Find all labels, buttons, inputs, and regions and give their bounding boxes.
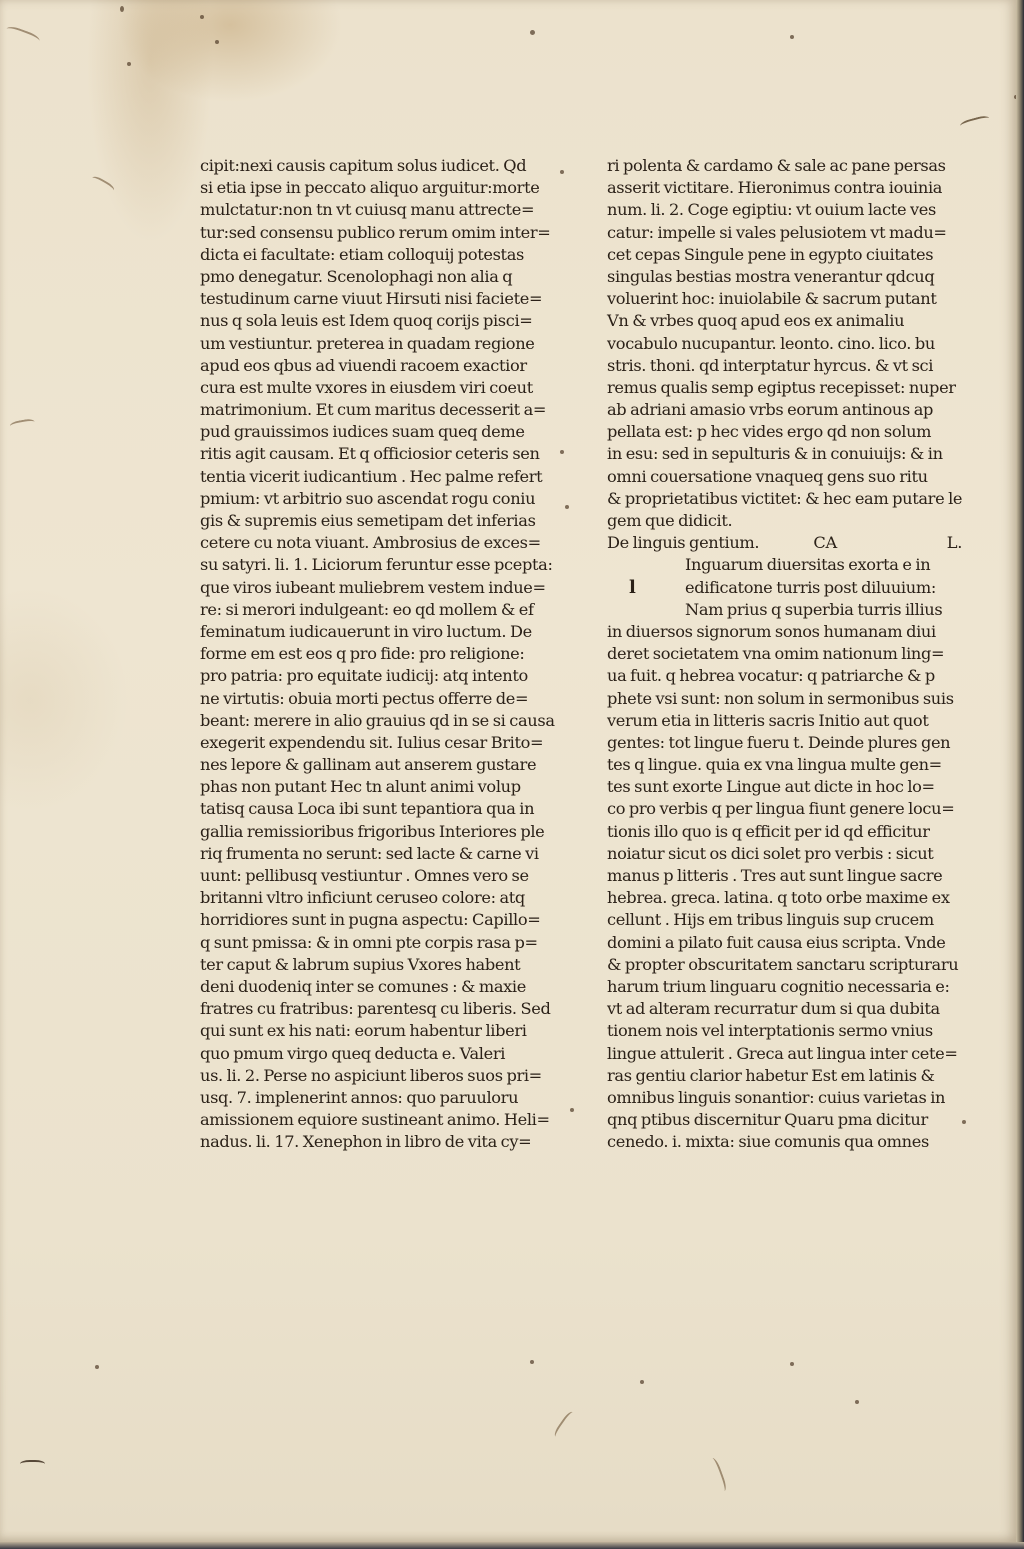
text-line: cetere cu nota viuant. Ambrosius de exces= (200, 533, 541, 553)
text-line: ua fuit. q hebrea vocatur: q patriarche & p (607, 666, 935, 686)
chapter-title: De linguis gentium. (607, 533, 760, 553)
text-line: co pro verbis q per lingua fiunt genere locu= (607, 799, 955, 819)
chapter-marker (813, 532, 962, 554)
text-line: apud eos qbus ad viuendi racoem exactior (200, 355, 527, 375)
text-line: cet cepas Singule pene in egypto ciuitates (607, 244, 934, 264)
text-line: stris. thoni. qd interptatur hyrcus. & vt sci (607, 355, 934, 375)
wormhole-mark (530, 1360, 534, 1364)
text-line: & propter obscuritatem sanctaru scripturaru (607, 954, 959, 974)
text-line: omnibus linguis sonantior: cuius varietas in (607, 1087, 946, 1107)
text-line: quo pmum virgo queq deducta e. Valeri (200, 1043, 506, 1063)
text-line: tes sunt exorte Lingue aut dicte in hoc lo= (607, 777, 935, 797)
text-line: cipit:nexi causis capitum solus iudicet. Qd (200, 156, 527, 175)
text-line: matrimonium. Et cum maritus decesserit a= (200, 400, 547, 420)
text-line: singulas bestias mostra venerantur qdcuq (607, 266, 935, 286)
text-line (607, 577, 962, 599)
right-text-column (607, 155, 962, 1153)
left-text-column (200, 155, 572, 1153)
text-line: feminatum iudicauerunt in viro luctum. De (200, 621, 532, 641)
text-line: pellata est: p hec vides ergo qd non solum (607, 422, 932, 442)
text-line: ter caput & labrum supius Vxores habent (200, 954, 521, 974)
text-line: su satyri. li. 1. Liciorum feruntur esse pcepta: (200, 555, 553, 575)
text-line: cura est multe vxores in eiusdem viri coeut (200, 377, 533, 397)
text-line: tes q lingue. quia ex vna lingua multe gen= (607, 755, 942, 775)
text-line: ras gentiu clarior habetur Est em latinis & (607, 1065, 935, 1085)
text-line: ritis agit causam. Et q officiosior ceteris sen (200, 444, 540, 464)
page-edge-right (1016, 0, 1024, 1549)
wormhole-mark (790, 35, 794, 39)
text-line: asserit victitare. Hieronimus contra iouinia (607, 178, 943, 198)
text-line: usq. 7. implenerint annos: quo paruuloru (200, 1087, 519, 1107)
text-line: harum trium linguaru cognitio necessaria e: (607, 976, 950, 996)
text-line: deret societatem vna omim nationum ling= (607, 644, 945, 664)
chapter-label: CA (813, 533, 837, 553)
text-line: vocabulo nucupantur. leonto. cino. lico. bu (607, 333, 935, 353)
text-line: lingue attulerit . Greca aut lingua inter cete= (607, 1043, 958, 1063)
text-line: catur: impelle si vales pelusiotem vt madu= (607, 222, 947, 242)
text-line: gem que didicit. (607, 511, 733, 530)
text-line: hebrea. greca. latina. q toto orbe maxime ex (607, 888, 950, 908)
worm-trail-mark (552, 1410, 577, 1440)
text-line: ne virtutis: obuia morti pectus offerre de= (200, 688, 529, 708)
text-line: dicta ei facultate: etiam colloquij potestas (200, 244, 524, 264)
text-line: fratres cu fratribus: parentesq cu liberis. Sed (200, 999, 551, 1019)
text-line: beant: merere in alio grauius qd in se si causa (200, 710, 555, 730)
text-line: noiatur sicut os dici solet pro verbis : sicut (607, 843, 934, 863)
wormhole-mark (120, 6, 124, 12)
worm-trail-mark (959, 114, 991, 131)
wormhole-mark (127, 62, 131, 66)
text-line: us. li. 2. Perse no aspiciunt liberos suos pri= (200, 1065, 542, 1085)
text-line: tatisq causa Loca ibi sunt tepantiora qua in (200, 799, 535, 819)
text-line: que viros iubeant muliebrem vestem indue= (200, 577, 546, 597)
text-line: q sunt pmissa: & in omni pte corpis rasa p= (200, 932, 538, 952)
text-line: forme em est eos q pro fide: pro religione: (200, 644, 525, 664)
worm-trail-mark (9, 418, 35, 432)
text-line: pmo denegatur. Scenolophagi non alia q (200, 266, 513, 286)
text-line: pmium: vt arbitrio suo ascendat rogu coniu (200, 488, 536, 508)
text-line: ab adriani amasio vrbs eorum antinous ap (607, 400, 934, 420)
text-line-content: edificatone turris post diluuium: (685, 577, 936, 597)
text-line: amissionem equiore sustineant animo. Heli= (200, 1110, 550, 1130)
text-line: nus q sola leuis est Idem quoq corijs pisci= (200, 311, 533, 331)
text-line: manus p litteris . Tres aut sunt lingue sacre (607, 866, 943, 885)
text-line: qnq ptibus discernitur Quaru pma dicitur (607, 1110, 928, 1130)
text-line: cellunt . Hijs em tribus linguis sup crucem (607, 910, 934, 930)
text-line: exegerit expendendu sit. Iulius cesar Brito= (200, 732, 544, 752)
text-line (607, 554, 962, 576)
text-line: Nam prius q superbia turris illius (685, 599, 943, 619)
text-line: re: si merori indulgeant: eo qd mollem & ef (200, 599, 534, 619)
page-edge-bottom (0, 1542, 1024, 1549)
text-line: britanni vltro inficiunt ceruseo colore: atq (200, 888, 525, 908)
text-line: gentes: tot lingue fueru t. Deinde plures gen (607, 732, 951, 752)
text-line: Vn & vrbes quoq apud eos ex animaliu (607, 311, 905, 331)
text-line: mulctatur:non tn vt cuiusq manu attrecte= (200, 200, 535, 220)
worm-trail-mark (4, 24, 41, 47)
text-line-content: Inguarum diuersitas exorta e in (685, 555, 931, 575)
text-line: testudinum carne viuut Hirsuti nisi faciete= (200, 289, 543, 309)
wormhole-mark (215, 40, 219, 44)
text-line: tionis illo quo is q efficit per id qd efficitur (607, 821, 930, 841)
text-line: si etia ipse in peccato aliquo arguitur:morte (200, 178, 540, 198)
wormhole-mark (962, 1120, 966, 1124)
text-line: phete vsi sunt: non solum in sermonibus suis (607, 688, 954, 708)
text-line: nadus. li. 17. Xenephon in libro de vita cy= (200, 1132, 532, 1152)
wormhole-mark (855, 1400, 859, 1404)
text-line: vt ad alteram recurratur dum si qua dubita (607, 999, 940, 1019)
text-line: uunt: pellibusq vestiuntur . Omnes vero se (200, 866, 529, 885)
worm-trail-mark (20, 1460, 45, 1470)
text-line: gis & supremis eius semetipam det inferias (200, 511, 536, 530)
text-line: qui sunt ex his nati: eorum habentur liberi (200, 1021, 527, 1041)
wormhole-mark (95, 1365, 99, 1369)
initial-guide-letter: l (629, 576, 636, 598)
chapter-heading (607, 532, 962, 554)
wormhole-mark (790, 1362, 794, 1366)
text-line: pud grauissimos iudices suam queq deme (200, 422, 525, 442)
worm-trail-mark (89, 174, 116, 195)
text-line: voluerint hoc: inuiolabile & sacrum putant (607, 289, 937, 309)
text-line: tionem nois vel interptationis sermo vnius (607, 1021, 933, 1041)
text-line: phas non putant Hec tn alunt animi volup (200, 777, 521, 797)
text-line: num. li. 2. Coge egiptiu: vt ouium lacte ves (607, 200, 936, 220)
text-line: verum etia in litteris sacris Initio aut quot (607, 710, 929, 730)
text-line: um vestiuntur. preterea in quadam regione (200, 333, 535, 353)
text-line: gallia remissioribus frigoribus Interiores ple (200, 821, 545, 841)
text-line: & proprietatibus victitet: & hec eam putare le (607, 488, 963, 508)
text-line: riq frumenta no serunt: sed lacte & carne vi (200, 843, 539, 863)
text-line: ri polenta & cardamo & sale ac pane persas (607, 156, 946, 175)
worm-trail-mark (707, 1457, 728, 1493)
text-line: pro patria: pro equitate iudicij: atq intento (200, 666, 528, 686)
wormhole-mark (200, 15, 204, 19)
text-line: nes lepore & gallinam aut anserem gustare (200, 755, 537, 775)
text-line: remus qualis semp egiptus recepisset: nuper (607, 377, 956, 397)
text-line: in esu: sed in sepulturis & in conuiuijs: & in (607, 444, 943, 464)
text-line: horridiores sunt in pugna aspectu: Capillo= (200, 910, 541, 930)
text-line: in diuersos signorum sonos humanam diui (607, 621, 936, 641)
text-line: tur:sed consensu publico rerum omim inter= (200, 222, 551, 242)
text-line: deni duodeniq inter se comunes : & maxie (200, 976, 526, 996)
text-line: domini a pilato fuit causa eius scripta. Vnde (607, 932, 946, 952)
wormhole-mark (530, 30, 535, 35)
text-line: tentia vicerit iudicantium . Hec palme refert (200, 466, 543, 486)
text-line: omni couersatione vnaqueq gens suo ritu (607, 466, 928, 486)
text-line: cenedo. i. mixta: siue comunis qua omnes (607, 1132, 929, 1152)
wormhole-mark (640, 1380, 644, 1384)
chapter-number: L. (946, 533, 962, 553)
